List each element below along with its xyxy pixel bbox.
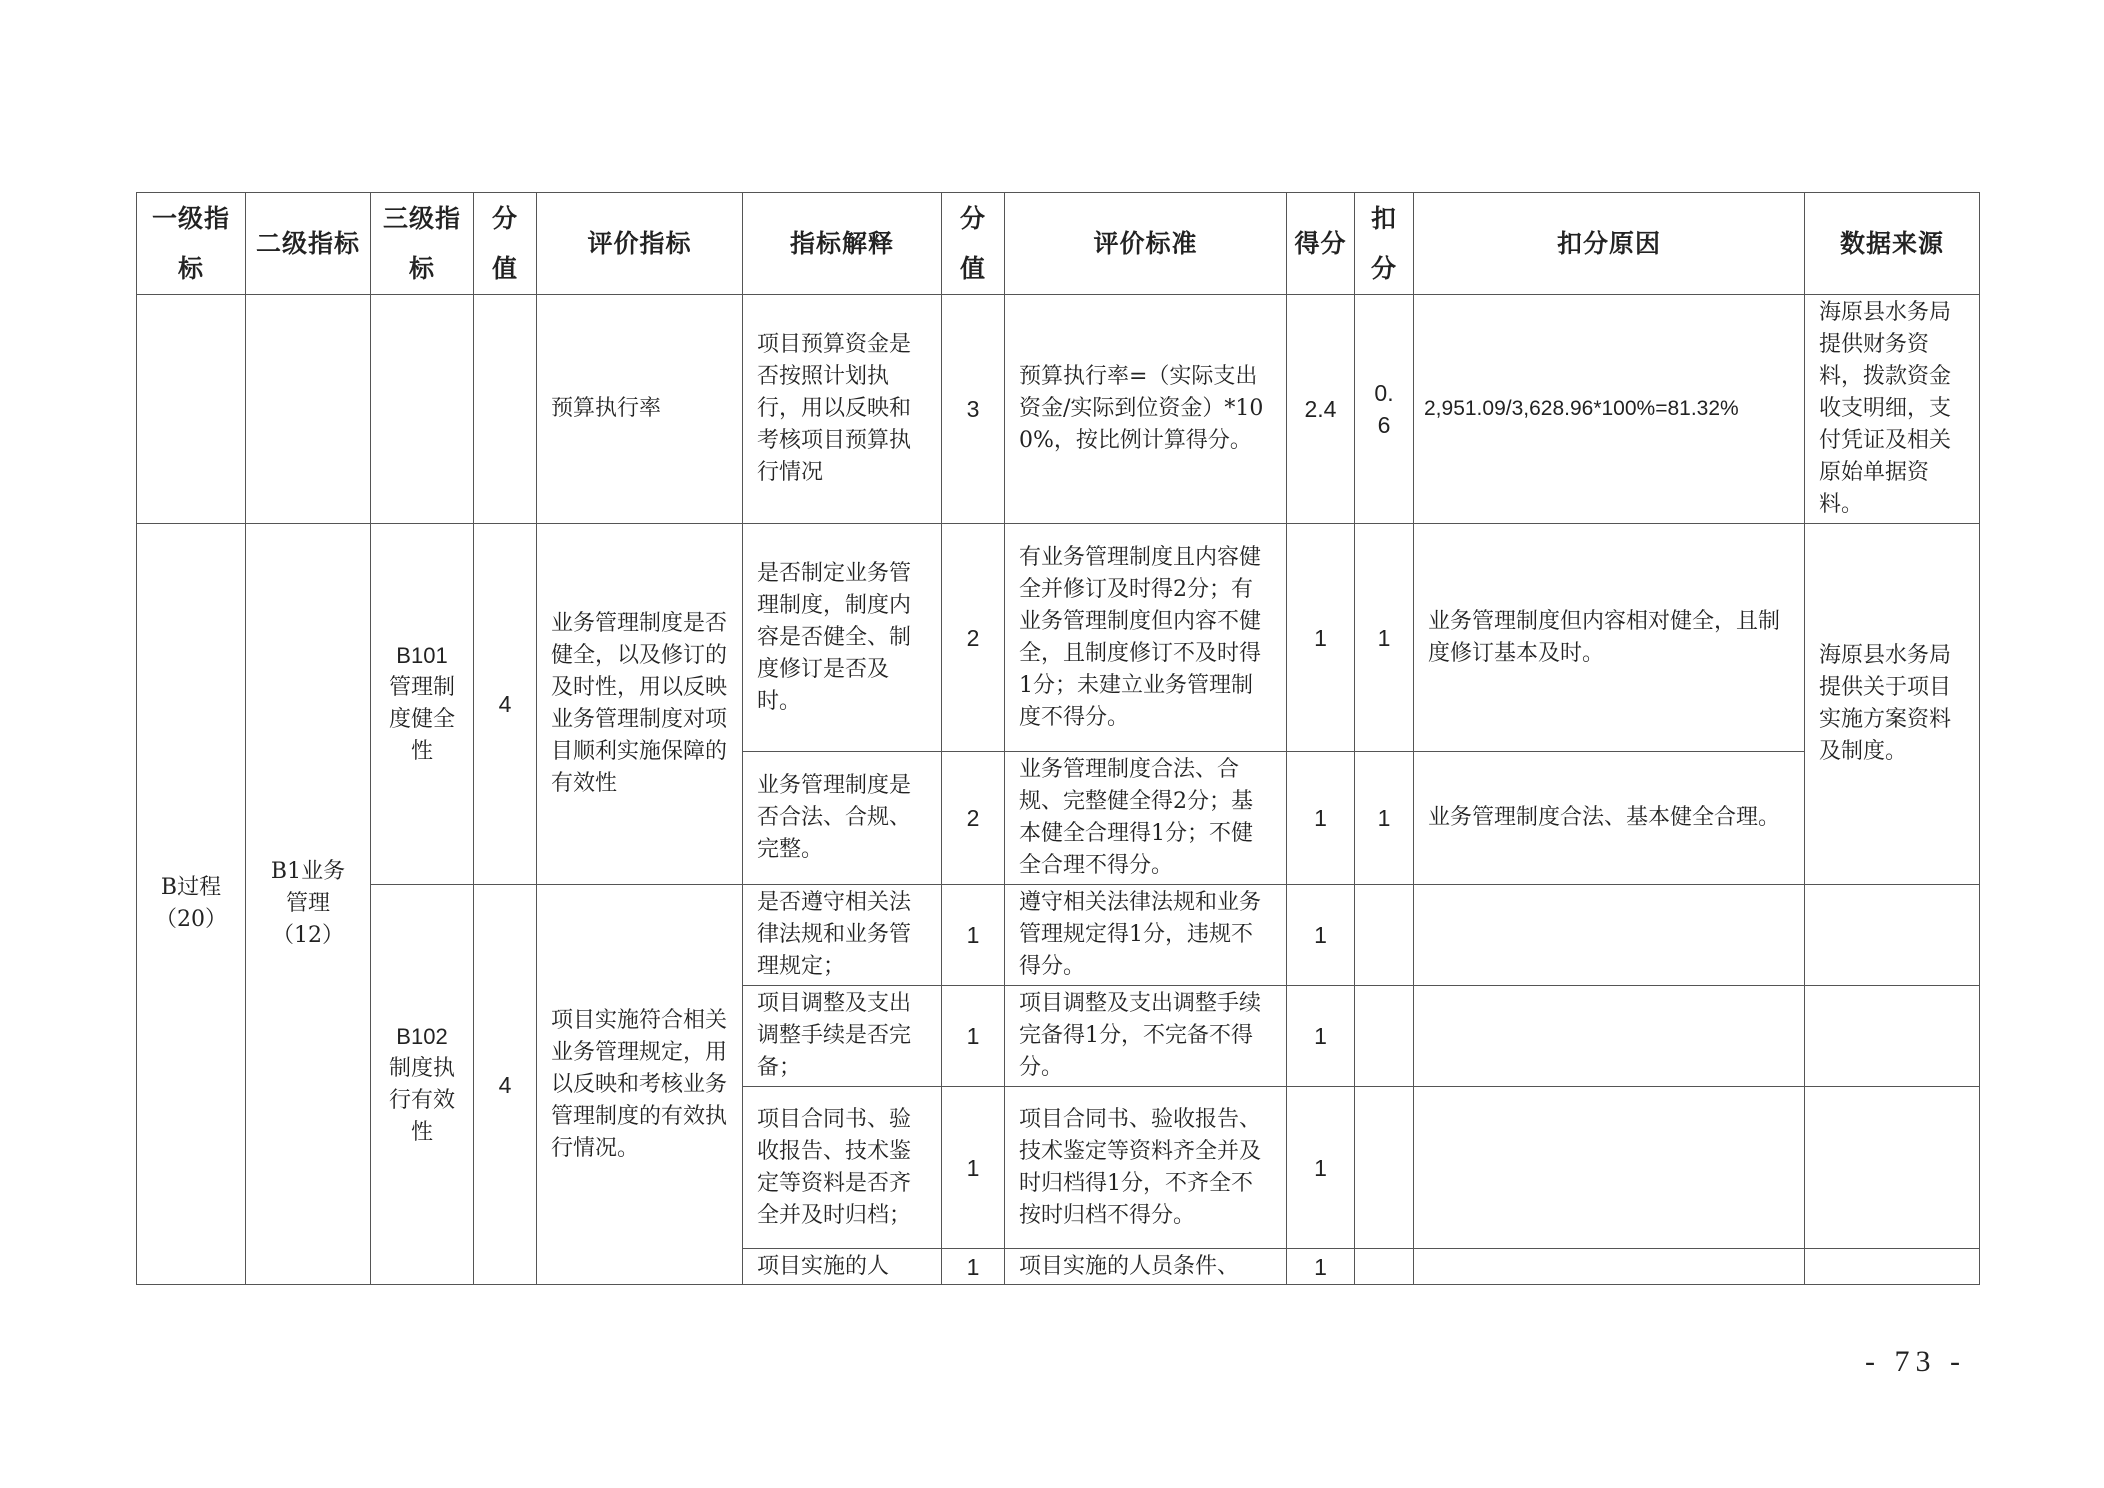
score-value-cell: 1 — [942, 1249, 1005, 1285]
b101-value-cell: 4 — [474, 524, 537, 885]
explanation-cell: 是否遵守相关法律法规和业务管理规定； — [743, 885, 942, 986]
empty-cell — [137, 295, 246, 524]
score-value-cell: 3 — [942, 295, 1005, 524]
b102-name: 制度执行有效性 — [388, 1055, 455, 1145]
empty-cell — [1805, 1087, 1980, 1249]
evaluation-table — [136, 192, 1980, 1285]
header-sub-score-value: 分值 — [942, 193, 1005, 295]
level1-name: B过程 — [160, 875, 222, 900]
b101-data-source-cell: 海原县水务局提供关于项目实施方案资料及制度。 — [1805, 524, 1980, 885]
score-value-cell: 1 — [942, 1087, 1005, 1249]
score-cell: 1 — [1287, 986, 1355, 1087]
header-level1: 一级指标 — [137, 193, 246, 295]
page-number: - 73 - — [1865, 1345, 1966, 1378]
b102-value-cell: 4 — [474, 885, 537, 1285]
empty-cell — [1805, 986, 1980, 1087]
evaluation-table-container — [136, 192, 1979, 1285]
criteria-cell: 项目调整及支出调整手续完备得1分，不完备不得分。 — [1005, 986, 1287, 1087]
deduction-cell: 1 — [1355, 524, 1414, 752]
header-data-source: 数据来源 — [1805, 193, 1980, 295]
criteria-cell: 项目实施的人员条件、 — [1005, 1249, 1287, 1285]
header-indicator: 评价指标 — [537, 193, 743, 295]
b102-code: B102 — [396, 1023, 448, 1049]
explanation-cell: 项目调整及支出调整手续是否完备； — [743, 986, 942, 1087]
score-cell: 2.4 — [1287, 295, 1355, 524]
header-deduction-reason: 扣分原因 — [1414, 193, 1805, 295]
b101-indicator-cell: 业务管理制度是否健全，以及修订的及时性，用以反映业务管理制度对项目顺利实施保障的有效性 — [537, 524, 743, 885]
criteria-cell: 遵守相关法律法规和业务管理规定得1分，违规不得分。 — [1005, 885, 1287, 986]
header-level3: 三级指标 — [371, 193, 474, 295]
score-cell: 1 — [1287, 885, 1355, 986]
score-cell: 1 — [1287, 524, 1355, 752]
criteria-cell: 预算执行率=（实际支出资金/实际到位资金）*100%，按比例计算得分。 — [1005, 295, 1287, 524]
header-level2: 二级指标 — [246, 193, 371, 295]
empty-cell — [1805, 1249, 1980, 1285]
score-cell: 1 — [1287, 1249, 1355, 1285]
empty-cell — [1805, 885, 1980, 986]
score-value-cell: 2 — [942, 752, 1005, 885]
level3-cell-b101 — [371, 524, 474, 885]
level2-cell — [246, 524, 371, 1285]
score-value-cell: 1 — [942, 885, 1005, 986]
b101-name: 管理制度健全性 — [388, 675, 455, 764]
deduction-cell: 0.6 — [1355, 295, 1414, 524]
header-row — [137, 193, 1980, 295]
explanation-cell: 项目合同书、验收报告、技术鉴定等资料是否齐全并及时归档； — [743, 1087, 942, 1249]
level2-name: B1业务管理 — [270, 859, 346, 916]
criteria-cell: 有业务管理制度且内容健全并修订及时得2分；有业务管理制度但内容不健全，且制度修订不及时得1分；未建立业务管理制度不得分。 — [1005, 524, 1287, 752]
level1-cell — [137, 524, 246, 1285]
table-row — [137, 524, 1980, 752]
empty-cell — [1414, 1087, 1805, 1249]
explanation-cell: 项目预算资金是否按照计划执行，用以反映和考核项目预算执行情况 — [743, 295, 942, 524]
empty-cell — [474, 295, 537, 524]
deduction-reason-cell: 2,951.09/3,628.96*100%=81.32% — [1414, 295, 1805, 524]
empty-cell — [1355, 1249, 1414, 1285]
header-explanation: 指标解释 — [743, 193, 942, 295]
deduction-reason-cell: 业务管理制度但内容相对健全，且制度修订基本及时。 — [1414, 524, 1805, 752]
score-cell: 1 — [1287, 752, 1355, 885]
explanation-cell: 业务管理制度是否合法、合规、完整。 — [743, 752, 942, 885]
data-source-cell: 海原县水务局提供财务资料，拨款资金收支明细，支付凭证及相关原始单据资料。 — [1805, 295, 1980, 524]
header-score: 得分 — [1287, 193, 1355, 295]
header-deduction: 扣分 — [1355, 193, 1414, 295]
empty-cell — [1414, 885, 1805, 986]
empty-cell — [1355, 885, 1414, 986]
b102-indicator-cell: 项目实施符合相关业务管理规定，用以反映和考核业务管理制度的有效执行情况。 — [537, 885, 743, 1285]
explanation-cell: 项目实施的人 — [743, 1249, 942, 1285]
table-row — [137, 295, 1980, 524]
score-value-cell: 2 — [942, 524, 1005, 752]
table-row — [137, 885, 1980, 986]
deduction-cell: 1 — [1355, 752, 1414, 885]
criteria-cell: 项目合同书、验收报告、技术鉴定等资料齐全并及时归档得1分，不齐全不按时归档不得分。 — [1005, 1087, 1287, 1249]
score-cell: 1 — [1287, 1087, 1355, 1249]
level2-score: （12） — [272, 923, 344, 948]
level3-cell-b102 — [371, 885, 474, 1285]
empty-cell — [1355, 1087, 1414, 1249]
level1-score: （20） — [155, 907, 227, 932]
empty-cell — [371, 295, 474, 524]
criteria-cell: 业务管理制度合法、合规、完整健全得2分；基本健全合理得1分；不健全合理不得分。 — [1005, 752, 1287, 885]
empty-cell — [1414, 1249, 1805, 1285]
explanation-cell: 是否制定业务管理制度，制度内容是否健全、制度修订是否及时。 — [743, 524, 942, 752]
empty-cell — [1355, 986, 1414, 1087]
deduction-reason-cell: 业务管理制度合法、基本健全合理。 — [1414, 752, 1805, 885]
header-criteria: 评价标准 — [1005, 193, 1287, 295]
indicator-cell: 预算执行率 — [537, 295, 743, 524]
empty-cell — [246, 295, 371, 524]
empty-cell — [1414, 986, 1805, 1087]
header-score-value: 分值 — [474, 193, 537, 295]
b101-code: B101 — [396, 643, 448, 668]
score-value-cell: 1 — [942, 986, 1005, 1087]
